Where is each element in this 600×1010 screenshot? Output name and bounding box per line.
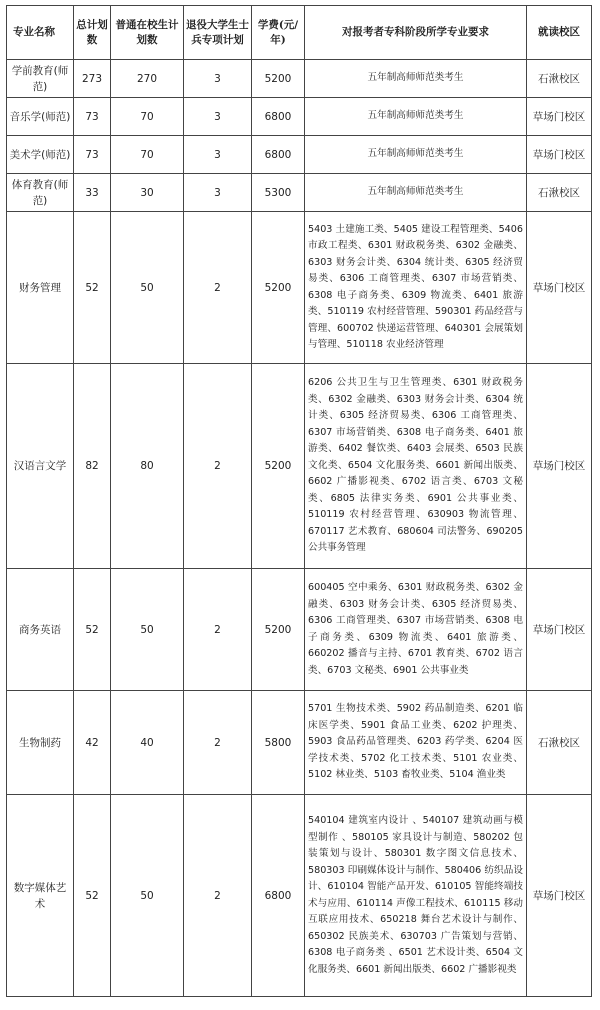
regular-plan: 270 (111, 60, 184, 98)
veteran-plan: 2 (184, 364, 252, 569)
total-plan: 42 (74, 691, 111, 795)
major-name: 数字媒体艺术 (7, 795, 74, 997)
header-major-name: 专业名称 (7, 6, 74, 60)
requirement: 五年制高师师范类考生 (305, 60, 527, 98)
tuition: 5800 (252, 691, 305, 795)
veteran-plan: 2 (184, 569, 252, 691)
major-name: 学前教育(师范) (7, 60, 74, 98)
campus: 石湫校区 (527, 691, 592, 795)
header-veteran-plan: 退役大学生士兵专项计划 (184, 6, 252, 60)
campus: 草场门校区 (527, 569, 592, 691)
campus: 草场门校区 (527, 98, 592, 136)
regular-plan: 50 (111, 569, 184, 691)
header-requirement: 对报考者专科阶段所学专业要求 (305, 6, 527, 60)
requirement: 6206 公共卫生与卫生管理类、6301 财政税务类、6302 金融类、6303 财务会计类、6304 统计类、6305 经济贸易类、6306 工商管理类、6307 市场营销类、6308 电子商务类、6401 旅游类、6402 餐饮类、6403 会展类、6503 民族文化类、6504 文化服务类、6601 新闻出版类、6602 广播影视类、6702 语言类、6703 文秘类、6805 法律实务类、6901 公共事业类、510119 农村经营管理、630903 物流管理、670117 艺术教育、680604 司法警务、690205 公共事务管理 (305, 364, 527, 569)
requirement: 五年制高师师范类考生 (305, 174, 527, 212)
veteran-plan: 3 (184, 136, 252, 174)
tuition: 5200 (252, 60, 305, 98)
requirement: 540104 建筑室内设计 、540107 建筑动画与模型制作 、580105 家具设计与制造、580202 包装策划与设计、580301 数字图文信息技术、580303 印刷媒体设计与制作、580406 纺织品设计、610104 智能产品开发、610105 智能终端技术与应用、610114 声像工程技术、610115 移动互联应用技术、650218 舞台艺术设计与制作、650302 民族美术、630703 广告策划与营销、6308 电子商务类 、6501 艺术设计类、6504 文化服务类、6601 新闻出版类、6602 广播影视类 (305, 795, 527, 997)
veteran-plan: 3 (184, 60, 252, 98)
tuition: 5300 (252, 174, 305, 212)
total-plan: 273 (74, 60, 111, 98)
header-tuition: 学费(元/年) (252, 6, 305, 60)
header-regular-plan: 普通在校生计划数 (111, 6, 184, 60)
requirement: 5403 土建施工类、5405 建设工程管理类、5406 市政工程类、6301 财政税务类、6302 金融类、6303 财务会计类、6304 统计类、6305 经济贸易类、6306 工商管理类、6307 市场营销类、6308 电子商务类、6309 物流类、6401 旅游类、510119 农村经营管理、590301 药品经营与管理、600702 快递运营管理、640301 会展策划与管理、510118 农业经济管理 (305, 212, 527, 364)
enrollment-plan-table (6, 5, 592, 997)
total-plan: 73 (74, 98, 111, 136)
major-name: 生物制药 (7, 691, 74, 795)
table-row (7, 174, 592, 212)
regular-plan: 40 (111, 691, 184, 795)
total-plan: 73 (74, 136, 111, 174)
campus: 草场门校区 (527, 364, 592, 569)
tuition: 5200 (252, 212, 305, 364)
header-row (7, 6, 592, 60)
campus: 草场门校区 (527, 136, 592, 174)
regular-plan: 50 (111, 212, 184, 364)
total-plan: 52 (74, 795, 111, 997)
tuition: 5200 (252, 364, 305, 569)
requirement: 5701 生物技术类、5902 药品制造类、6201 临床医学类、5901 食品工业类、6202 护理类、5903 食品药品管理类、6203 药学类、6204 医学技术类、5702 化工技术类、5101 农业类、5102 林业类、5103 畜牧业类、5104 渔业类 (305, 691, 527, 795)
veteran-plan: 2 (184, 795, 252, 997)
veteran-plan: 2 (184, 212, 252, 364)
major-name: 体育教育(师范) (7, 174, 74, 212)
campus: 石湫校区 (527, 60, 592, 98)
total-plan: 82 (74, 364, 111, 569)
veteran-plan: 3 (184, 174, 252, 212)
major-name: 美术学(师范) (7, 136, 74, 174)
major-name: 音乐学(师范) (7, 98, 74, 136)
header-campus: 就读校区 (527, 6, 592, 60)
major-name: 汉语言文学 (7, 364, 74, 569)
requirement: 五年制高师师范类考生 (305, 98, 527, 136)
regular-plan: 70 (111, 98, 184, 136)
major-name: 商务英语 (7, 569, 74, 691)
table-row (7, 136, 592, 174)
veteran-plan: 2 (184, 691, 252, 795)
tuition: 6800 (252, 136, 305, 174)
regular-plan: 50 (111, 795, 184, 997)
tuition: 6800 (252, 795, 305, 997)
requirement: 五年制高师师范类考生 (305, 136, 527, 174)
total-plan: 52 (74, 569, 111, 691)
table-row (7, 60, 592, 98)
table-row (7, 569, 592, 691)
campus: 石湫校区 (527, 174, 592, 212)
total-plan: 33 (74, 174, 111, 212)
veteran-plan: 3 (184, 98, 252, 136)
table-row (7, 212, 592, 364)
campus: 草场门校区 (527, 212, 592, 364)
total-plan: 52 (74, 212, 111, 364)
table-row (7, 98, 592, 136)
table-row (7, 691, 592, 795)
tuition: 6800 (252, 98, 305, 136)
regular-plan: 30 (111, 174, 184, 212)
regular-plan: 70 (111, 136, 184, 174)
major-name: 财务管理 (7, 212, 74, 364)
requirement: 600405 空中乘务、6301 财政税务类、6302 金融类、6303 财务会计类、6305 经济贸易类、6306 工商管理类、6307 市场营销类、6308 电子商务类、6309 物流类、6401 旅游类、660202 播音与主持、6701 教育类、6702 语言类、6703 文秘类、6901 公共事业类 (305, 569, 527, 691)
regular-plan: 80 (111, 364, 184, 569)
table-row (7, 364, 592, 569)
table-row (7, 795, 592, 997)
tuition: 5200 (252, 569, 305, 691)
header-total-plan: 总计划数 (74, 6, 111, 60)
campus: 草场门校区 (527, 795, 592, 997)
